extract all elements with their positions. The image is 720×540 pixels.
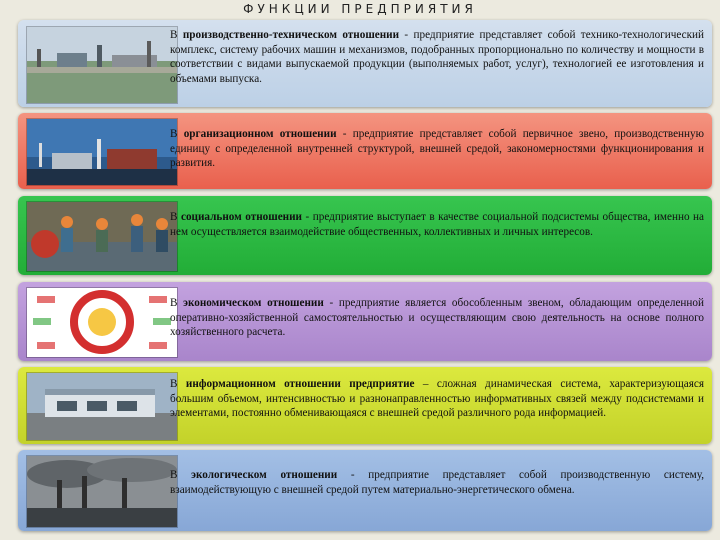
section-lead: В [170, 29, 183, 41]
section-description: - предприятие является обособленным звеном, обладающим определенной оперативно-хозяйственной самостоятельностью и осуществляющим свою деятельность на основе полного хозяйственного расчета. [170, 297, 704, 339]
section-lead: В [170, 469, 192, 481]
section-term: информационном отношении предприятие [185, 378, 415, 390]
section-lead: В [170, 297, 184, 309]
section-term: производственно-техническом отношении [182, 29, 400, 41]
section-text [170, 28, 704, 86]
section-description: - предприятие представляет собой производственную систему, взаимодействующую с внешней средой путем материально-энергетического обмена. [170, 469, 705, 496]
factory-panorama-photo-icon [26, 26, 178, 104]
section-term: экологическом отношении [191, 469, 338, 481]
section-text [170, 296, 704, 340]
page-title: ФУНКЦИИ ПРЕДПРИЯТИЯ [243, 2, 477, 16]
industrial-plant-photo-icon [26, 118, 178, 186]
section-description: - предприятие выступает в качестве социальной подсистемы общества, именно на нем осуществляется взаимодействие общественных, коллективных и личных интересов. [170, 211, 705, 238]
section-term: организационном отношении [183, 128, 337, 140]
section-text [170, 377, 704, 421]
section-description: – сложная динамическая система, характеризующаяся большим объемом, интенсивностью и разнонаправленностью информативных связей между подсистемами и элементами, постоянно обменивающаяся с внешней средой различного рода информацией. [170, 378, 704, 420]
section-production-technical [18, 20, 712, 107]
section-term: социальном отношении [180, 211, 303, 223]
section-lead: В [170, 378, 186, 390]
workers-in-hardhats-photo-icon [26, 201, 178, 272]
section-lead: В [170, 128, 184, 140]
section-ecological [18, 450, 712, 531]
section-description: - предприятие представляет собой первичное звено, производственную единицу с определенной внутренней структурой, внешней средой, закономерностями функционирования и развития. [170, 128, 704, 170]
section-informational [18, 367, 712, 444]
section-text [170, 210, 704, 239]
section-term: экономическом отношении [183, 297, 324, 309]
warehouse-building-photo-icon [26, 372, 178, 441]
section-text [170, 468, 704, 497]
section-description: - предприятие представляет собой технико-технологический комплекс, систему рабочих машин и механизмов, подобранных пропорционально по количеству и мощности в соответствии с видами выпускаемой продукции (выполняемых работ, услуг), технологией ее изготовления и объемами выпуска. [170, 29, 704, 85]
section-economic [18, 282, 712, 361]
section-social [18, 196, 712, 275]
section-lead: В [170, 211, 181, 223]
economic-cycle-diagram-icon [26, 287, 178, 358]
smokestacks-pollution-photo-icon [26, 455, 178, 528]
section-organizational [18, 113, 712, 189]
section-text [170, 127, 704, 171]
